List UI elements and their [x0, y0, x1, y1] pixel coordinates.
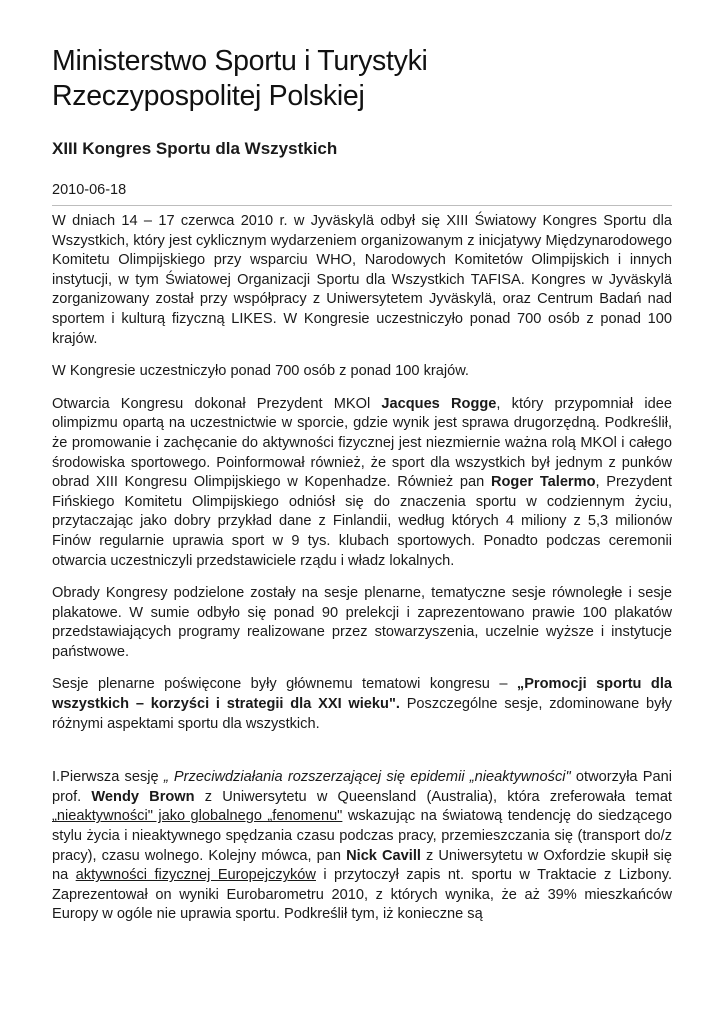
p6-text-2: otworzyła Pani prof. — [52, 769, 672, 805]
ministry-line-2: Rzeczypospolitej Polskiej — [52, 80, 365, 112]
person-nick-cavill: Nick Cavill — [346, 847, 421, 864]
p6-text-5: z Uniwersytetu w Oxfordzie skupił się na — [52, 847, 672, 884]
topic-inactivity: „nieaktywności" jako globalnego „fenomenu" — [52, 808, 343, 825]
p6-text-6: i przytoczył zapis nt. sportu w Traktacie z Lizbony. Zaprezentował on wyniki Eurobarometru 2010, z których wynika, że aż 39% mieszkańców Europy w ogóle nie uprawia sportu. Podkreślił tym, iż konieczne są — [52, 867, 672, 923]
p3-text-2: , który przypomniał idee olimpizmu opartą na uczestnictwie w sporcie, gdzie wynik jest sprawa drugorzędną. Podkreślił, że promowanie i zachęcanie do aktywności fizycznej jest niezmiernie ważna rolą MKOl i całego środowiska sportowego. Poinformował również, że sport dla wszystkich był jednym z punków obrad XIII Kongresu Olimpijskiego w Kopenhadze. Również pan — [52, 395, 672, 491]
p3-text-1: Otwarcia Kongresu dokonał Prezydent MKOl — [52, 395, 382, 412]
p5-text-1: Sesje plenarne poświęcone były głównemu tematowi kongresu – — [52, 676, 517, 693]
article-title: XIII Kongres Sportu dla Wszystkich — [52, 139, 338, 158]
person-wendy-brown: Wendy Brown — [91, 788, 195, 805]
congress-theme: „Promocji sportu dla wszystkich – korzyści i strategii dla XXI wieku". — [52, 676, 672, 713]
paragraph-5 — [52, 675, 672, 734]
p3-text-3: , Prezydent Fińskiego Komitetu Olimpijskiego odniósł się do znaczenia sportu w codziennym życiu, przytaczając jako dobry przykład dane z Finlandii, według których 4 miliony z 5,3 milionów Finów regularnie uprawia sport w 9 tys. klubach sportowych. Ponadto podczas ceremonii otwarcia uczestniczyli przedstawiciele rządu i władz lokalnych. — [52, 474, 672, 569]
document-page — [52, 44, 672, 938]
article-body — [52, 212, 672, 925]
paragraph-2: W Kongresie uczestniczyło ponad 700 osób z ponad 100 krajów. — [52, 363, 469, 380]
article-date: 2010-06-18 — [52, 182, 127, 198]
paragraph-6 — [52, 768, 672, 925]
p6-text-3: z Uniwersytetu w Queensland (Australia), która zreferowała temat — [194, 788, 672, 805]
topic-european-activity: aktywności fizycznej Europejczyków — [75, 867, 316, 884]
paragraph-4: Obrady Kongresy podzielone zostały na sesje plenarne, tematyczne sesje równoległe i sesje plakatowe. W sumie odbyło się ponad 90 prelekcji i zaprezentowano prawie 100 plakatów przedstawiających programy realizowane przez stowarzyszenia, uczelnie wyższe i instytucje państwowe. — [52, 585, 672, 660]
person-roger-talermo: Roger Talermo — [490, 474, 596, 491]
header-divider — [52, 205, 672, 206]
paragraph-1: W dniach 14 – 17 czerwca 2010 r. w Jyväskylä odbył się XIII Światowy Kongres Sportu dla Wszystkich, który jest cyklicznym wydarzeniem organizowanym z inicjatywy Międzynarodowego Komitetu Olimpijskiego przy wsparciu WHO, Narodowych Komitetów Olimpijskich i innych instytucji, w tym Światowej Organizacji Sportu dla Wszystkich TAFISA. Kongres w Jyväskylä zorganizowany został przy współpracy z Uniwersytetem Jyväskylä, oraz Centrum Badań nad sportem i kulturą fizyczną LIKES. W Kongresie uczestniczyło ponad 700 osób z ponad 100 krajów. — [52, 213, 672, 347]
p6-text-1: I.Pierwsza sesję — [52, 769, 164, 786]
ministry-name — [52, 44, 672, 114]
ministry-line-1: Ministerstwo Sportu i Turystyki — [52, 45, 428, 77]
p6-text-4: wskazując na światową tendencję do siedzącego stylu życia i nieaktywnego spędzania czasu podczas pracy, przemieszczania się (transport do/z pracy), czasu wolnego. Kolejny mówca, pan — [52, 808, 672, 864]
session-title: „ Przeciwdziałania rozszerzającej się epidemii „nieaktywności" — [163, 769, 571, 786]
person-jacques-rogge: Jacques Rogge — [381, 395, 497, 412]
p5-text-2: Poszczególne sesje, zdominowane były różnymi aspektami sportu dla wszystkich. — [52, 696, 672, 732]
paragraph-3 — [52, 395, 672, 571]
